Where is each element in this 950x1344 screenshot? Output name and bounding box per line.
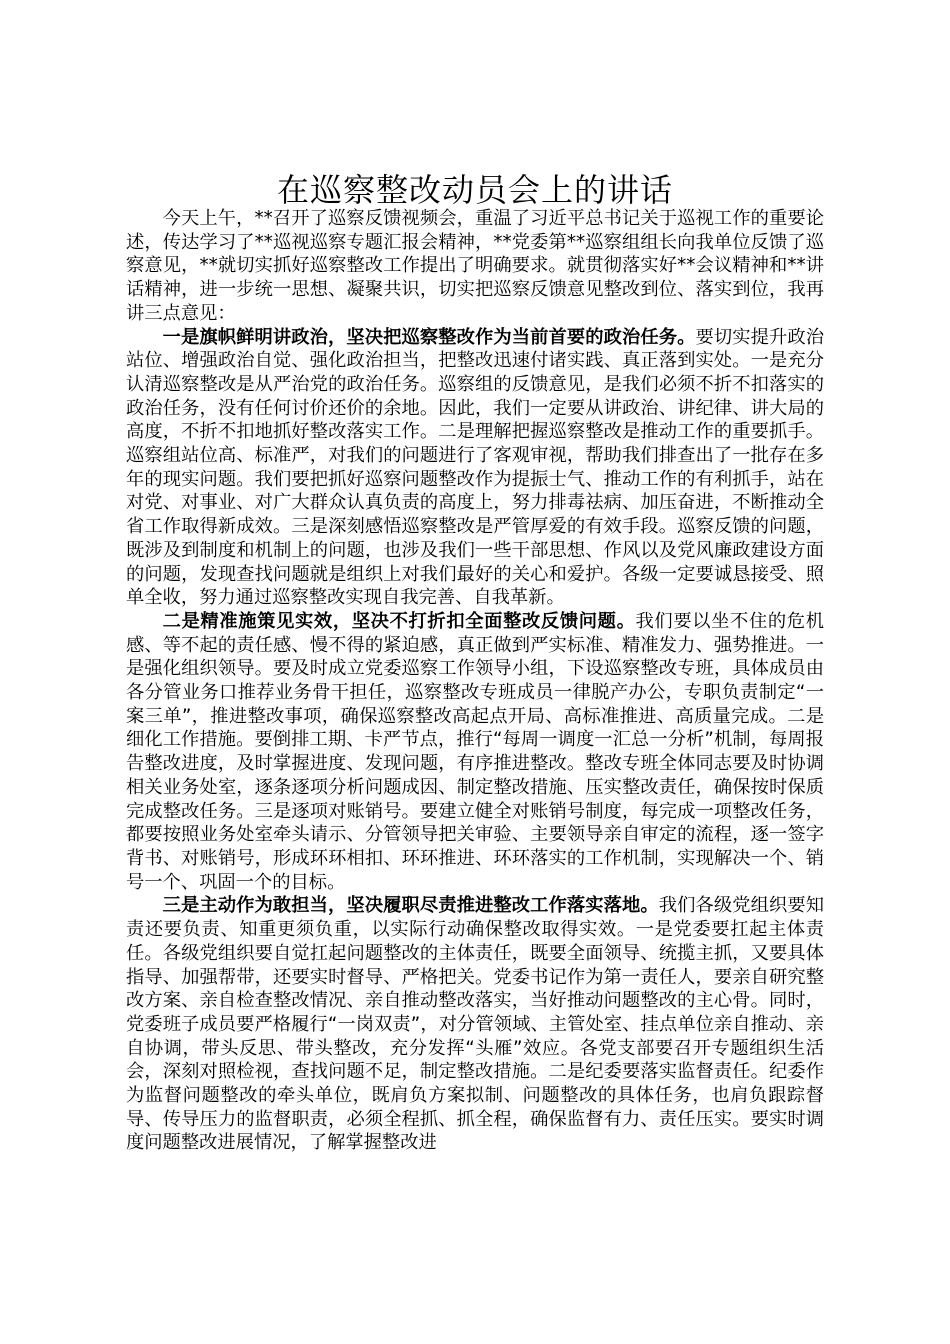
section-lead-2: 二是精准施策见实效，坚决不打折扣全面整改反馈问题。 bbox=[162, 610, 636, 632]
document-body bbox=[126, 207, 824, 1155]
section-lead-1: 一是旗帜鲜明讲政治，坚决把巡察整改作为当前首要的政治任务。 bbox=[162, 326, 696, 348]
section-paragraph-1 bbox=[126, 326, 824, 610]
section-text-3: 我们各级党组织要知责还要负责、知重更须负重，以实际行动确保整改取得实效。一是党委要扛起主体责任。各级党组织要自觉扛起问题整改的主体责任，既要全面领导、统揽主抓，又要具体指导、加强帮带，还要实时督导、严格把关。党委书记作为第一责任人，要亲自研究整改方案、亲自检查整改情况、亲自推动整改落实，当好推动问题整改的主心骨。同时，党委班子成员要严格履行“一岗双责”，对分管领域、主管处室、挂点单位亲自推动、亲自协调，带头反思、带头整改，充分发挥“头雁”效应。各党支部要召开专题组织生活会，深刻对照检视，查找问题不足，制定整改措施。二是纪委要落实监督责任。纪委作为监督问题整改的牵头单位，既肩负方案拟制、问题整改的具体任务，也肩负跟踪督导、传导压力的监督职责，必须全程抓、抓全程，确保监督有力、责任压实。要实时调度问题整改进展情况，了解掌握整改进 bbox=[126, 895, 824, 1154]
section-paragraph-3 bbox=[126, 894, 824, 1155]
intro-paragraph: 今天上午，**召开了巡察反馈视频会，重温了习近平总书记关于巡视工作的重要论述，传达学习了**巡视巡察专题汇报会精神，**党委第**巡察组组长向我单位反馈了巡察意见，**就切实抓好巡察整改工作提出了明确要求。就贯彻落实好**会议精神和**讲话精神，进一步统一思想、凝聚共识，切实把巡察反馈意见整改到位、落实到位，我再讲三点意见： bbox=[126, 208, 824, 324]
section-paragraph-2 bbox=[126, 610, 824, 894]
document-title: 在巡察整改动员会上的讲话 bbox=[276, 171, 673, 209]
section-text-2: 我们要以坐不住的危机感、等不起的责任感、慢不得的紧迫感，真正做到严实标准、精准发力、强势推进。一是强化组织领导。要及时成立党委巡察工作领导小组，下设巡察整改专班，具体成员由各分管业务口推荐业务骨干担任，巡察整改专班成员一律脱产办公，专职负责制定“一案三单”，推进整改事项，确保巡察整改高起点开局、高标准推进、高质量完成。二是细化工作措施。要倒排工期、卡严节点，推行“每周一调度一汇总一分析”机制，每周报告整改进度，及时掌握进度、发现问题，有序推进整改。整改专班全体同志要及时协调相关业务处室，逐条逐项分析问题成因、制定整改措施、压实整改责任，确保按时保质完成整改任务。三是逐项对账销号。要建立健全对账销号制度，每完成一项整改任务，都要按照业务处室牵头请示、分管领导把关审验、主要领导亲自审定的流程，逐一签字背书、对账销号，形成环环相扣、环环推进、环环落实的工作机制，实现解决一个、销号一个、巩固一个的目标。 bbox=[126, 610, 825, 893]
section-lead-3: 三是主动作为敢担当，坚决履职尽责推进整改工作落实落地。 bbox=[162, 895, 659, 917]
section-text-1: 要切实提升政治站位、增强政治自觉、强化政治担当，把整改迅速付诸实践、真正落到实处。一是充分认清巡察整改是从严治党的政治任务。巡察组的反馈意见，是我们必须不折不扣落实的政治任务，没有任何讨价还价的余地。因此，我们一定要从讲政治、讲纪律、讲大局的高度，不折不扣地抓好整改落实工作。二是理解把握巡察整改是推动工作的重要抓手。巡察组站位高、标准严，对我们的问题进行了客观审视，帮助我们排查出了一批存在多年的现实问题。我们要把抓好巡察问题整改作为提振士气、推动工作的有利抓手，站在对党、对事业、对广大群众认真负责的高度上，努力排毒祛病、加压奋进，不断推动全省工作取得新成效。三是深刻感悟巡察整改是严管厚爱的有效手段。巡察反馈的问题，既涉及到制度和机制上的问题，也涉及我们一些干部思想、作风以及党风廉政建设方面的问题，发现查找问题就是组织上对我们最好的关心和爱护。各级一定要诚恳接受、照单全收，努力通过巡察整改实现自我完善、自我革新。 bbox=[126, 326, 824, 609]
